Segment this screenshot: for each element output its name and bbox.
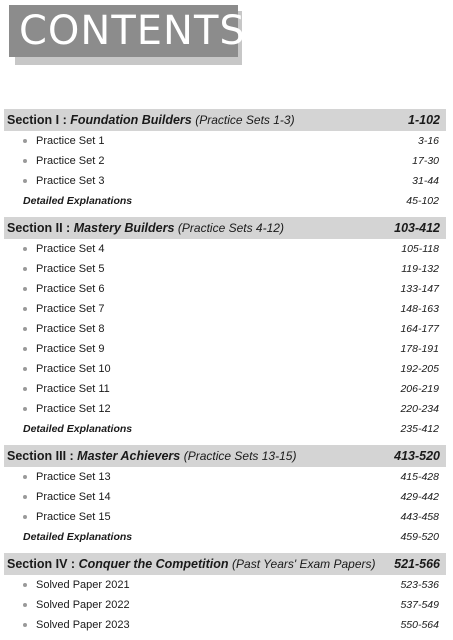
entry-label: Practice Set 15 xyxy=(36,511,111,523)
entry-pages: 133-147 xyxy=(400,283,439,295)
section-name: Conquer the Competition xyxy=(78,557,229,571)
entry-pages: 459-520 xyxy=(400,531,439,543)
bullet-icon xyxy=(23,159,27,163)
entry-label: Detailed Explanations xyxy=(23,423,133,435)
entry-label: Solved Paper 2021 xyxy=(36,579,130,591)
entry-pages: 45-102 xyxy=(406,195,439,207)
entry-pages: 429-442 xyxy=(400,491,439,503)
toc-entry[interactable] xyxy=(4,259,446,279)
section-name: Master Achievers xyxy=(77,449,181,463)
section-name: Mastery Builders xyxy=(73,221,175,235)
toc-entry[interactable] xyxy=(4,615,446,635)
entry-label: Practice Set 10 xyxy=(36,363,111,375)
page-title: CONTENTS xyxy=(19,8,246,54)
entry-label: Practice Set 13 xyxy=(36,471,111,483)
section-number: Section II : xyxy=(7,221,71,235)
toc-entry[interactable] xyxy=(4,299,446,319)
entry-pages: 178-191 xyxy=(400,343,439,355)
entry-label: Practice Set 6 xyxy=(36,283,105,295)
toc-entry[interactable] xyxy=(4,595,446,615)
entry-label: Practice Set 1 xyxy=(36,135,105,147)
bullet-icon xyxy=(23,267,27,271)
section-note: (Past Years' Exam Papers) xyxy=(232,557,376,571)
toc-entry[interactable] xyxy=(4,131,446,151)
bullet-icon xyxy=(23,179,27,183)
section-number: Section III : xyxy=(7,449,74,463)
bullet-icon xyxy=(23,515,27,519)
section-heading-3[interactable] xyxy=(4,445,446,467)
section-name: Foundation Builders xyxy=(70,113,192,127)
bullet-icon xyxy=(23,495,27,499)
toc-entry-explanations[interactable] xyxy=(4,527,446,547)
bullet-icon xyxy=(23,307,27,311)
bullet-icon xyxy=(23,475,27,479)
bullet-icon xyxy=(23,139,27,143)
toc-entry[interactable] xyxy=(4,379,446,399)
bullet-icon xyxy=(23,407,27,411)
toc-entry[interactable] xyxy=(4,171,446,191)
toc-entry[interactable] xyxy=(4,279,446,299)
entry-label: Practice Set 8 xyxy=(36,323,105,335)
entry-pages: 537-549 xyxy=(400,599,439,611)
section-title xyxy=(7,557,376,571)
section-heading-1[interactable] xyxy=(4,109,446,131)
entry-pages: 192-205 xyxy=(400,363,439,375)
toc-entry-explanations[interactable] xyxy=(4,419,446,439)
entry-label: Practice Set 12 xyxy=(36,403,111,415)
entry-label: Practice Set 11 xyxy=(36,383,110,395)
entry-pages: 105-118 xyxy=(401,243,439,255)
entry-pages: 550-564 xyxy=(400,619,439,631)
entry-label: Practice Set 4 xyxy=(36,243,105,255)
entry-label: Practice Set 2 xyxy=(36,155,105,167)
toc-entry[interactable] xyxy=(4,359,446,379)
entry-pages: 415-428 xyxy=(400,471,439,483)
entry-label: Practice Set 9 xyxy=(36,343,105,355)
entry-pages: 17-30 xyxy=(412,155,439,167)
toc-entry[interactable] xyxy=(4,467,446,487)
entry-label: Solved Paper 2023 xyxy=(36,619,130,631)
section-title xyxy=(7,221,284,235)
bullet-icon xyxy=(23,327,27,331)
toc-entry[interactable] xyxy=(4,399,446,419)
entry-label: Practice Set 3 xyxy=(36,175,105,187)
entry-pages: 3-16 xyxy=(417,135,439,147)
entry-label: Practice Set 14 xyxy=(36,491,111,503)
entry-label: Practice Set 5 xyxy=(36,263,105,275)
entry-pages: 220-234 xyxy=(400,403,439,415)
entry-pages: 148-163 xyxy=(400,303,439,315)
bullet-icon xyxy=(23,247,27,251)
toc-entry[interactable] xyxy=(4,339,446,359)
section-note: (Practice Sets 4-12) xyxy=(177,221,284,235)
section-title xyxy=(7,113,295,127)
toc-entry[interactable] xyxy=(4,239,446,259)
bullet-icon xyxy=(23,367,27,371)
entry-pages: 164-177 xyxy=(400,323,439,335)
section-pages: 1-102 xyxy=(408,113,440,127)
entry-pages: 523-536 xyxy=(400,579,439,591)
entry-pages: 443-458 xyxy=(400,511,439,523)
toc-entry[interactable] xyxy=(4,319,446,339)
toc-entry[interactable] xyxy=(4,487,446,507)
entry-pages: 31-44 xyxy=(412,175,439,187)
section-note: (Practice Sets 13-15) xyxy=(183,449,297,463)
toc-entry[interactable] xyxy=(4,507,446,527)
bullet-icon xyxy=(23,623,27,627)
banner-box xyxy=(9,5,246,57)
bullet-icon xyxy=(23,347,27,351)
bullet-icon xyxy=(23,583,27,587)
bullet-icon xyxy=(23,287,27,291)
section-note: (Practice Sets 1-3) xyxy=(195,113,295,127)
entry-pages: 235-412 xyxy=(400,423,439,435)
section-pages: 103-412 xyxy=(394,221,440,235)
entry-pages: 119-132 xyxy=(401,263,439,275)
entry-label: Solved Paper 2022 xyxy=(36,599,130,611)
entry-pages: 206-219 xyxy=(400,383,439,395)
section-title xyxy=(7,449,296,463)
toc-entry-explanations[interactable] xyxy=(4,191,446,211)
table-of-contents xyxy=(4,109,446,635)
toc-entry[interactable] xyxy=(4,151,446,171)
toc-entry[interactable] xyxy=(4,575,446,595)
entry-label: Detailed Explanations xyxy=(23,531,133,543)
section-number: Section I : xyxy=(7,113,67,127)
bullet-icon xyxy=(23,387,27,391)
section-pages: 521-566 xyxy=(394,557,440,571)
contents-banner xyxy=(9,5,246,59)
section-heading-4[interactable] xyxy=(4,553,446,575)
section-heading-2[interactable] xyxy=(4,217,446,239)
bullet-icon xyxy=(23,603,27,607)
section-pages: 413-520 xyxy=(394,449,440,463)
section-number: Section IV : xyxy=(7,557,76,571)
entry-label: Practice Set 7 xyxy=(36,303,105,315)
entry-label: Detailed Explanations xyxy=(23,195,133,207)
